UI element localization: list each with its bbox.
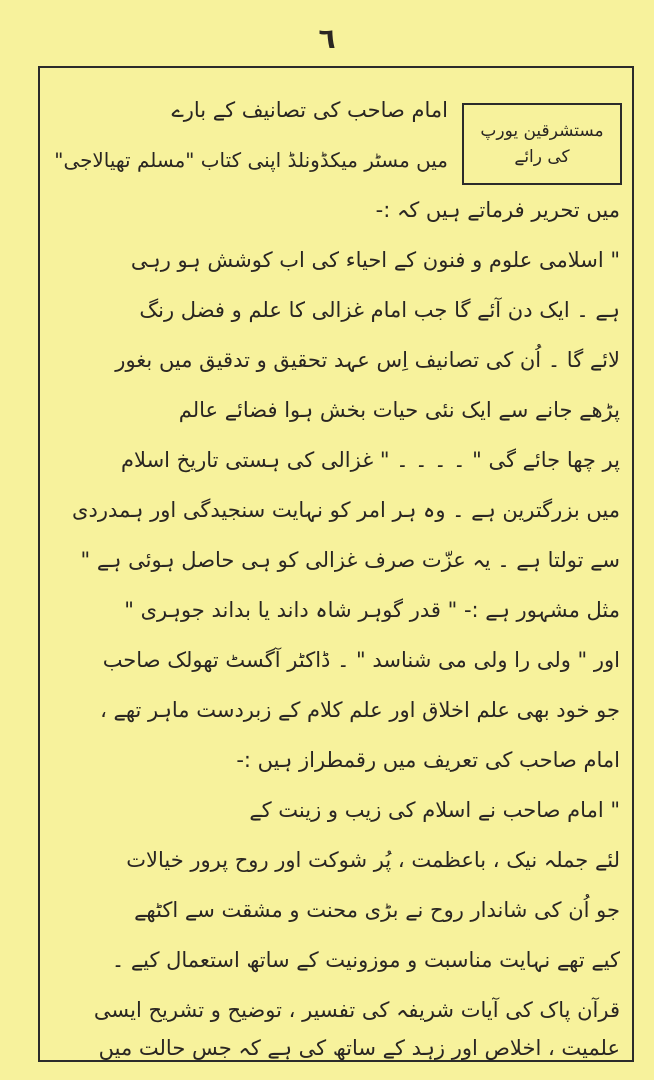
text-line-20: علمیت ، اخلاص اور زہد کے ساتھ کی ہے کہ جس حالت میں: [98, 1036, 620, 1060]
text-line-12: اور " ولی را ولی می شناسد " ۔ ڈاکٹر آگسٹ تھولک صاحب: [102, 648, 620, 672]
text-line-14: امام صاحب کی تعریف میں رقمطراز ہیں :-: [236, 748, 620, 772]
text-line-6: لائے گا ۔ اُن کی تصانیف اِس عہد تحقیق و تدقیق میں بغور: [115, 348, 620, 372]
text-line-10: سے تولتا ہے ۔ یہ عزّت صرف غزالی کو ہی حاصل ہوئی ہے ": [80, 548, 620, 572]
text-line-19: قرآن پاک کی آیات شریفہ کی تفسیر ، توضیح و تشریح ایسی: [93, 998, 620, 1022]
text-line-3: میں تحریر فرماتے ہیں کہ :-: [375, 198, 620, 222]
text-line-9: میں بزرگترین ہے ۔ وہ ہر امر کو نہایت سنجیدگی اور ہمدردی: [72, 498, 620, 522]
text-line-13: جو خود بھی علم اخلاق اور علم کلام کے زبردست ماہر تھے ،: [100, 698, 620, 722]
text-line-4: " اسلامی علوم و فنون کے احیاء کی اب کوشش ہو رہی: [130, 248, 620, 272]
text-line-15: " امام صاحب نے اسلام کی زیب و زینت کے: [249, 798, 620, 822]
margin-heading-box: [462, 103, 622, 185]
text-line-1: امام صاحب کی تصانیف کے بارے: [171, 98, 448, 122]
page-number: ٦: [318, 22, 336, 55]
margin-heading-line-2: کی رائے: [514, 147, 570, 167]
text-line-5: ہے ۔ ایک دن آئے گا جب امام غزالی کا علم و فضل رنگ: [139, 298, 620, 322]
text-line-2: میں مسٹر میکڈونلڈ اپنی کتاب "مسلم تھیالاجی": [54, 148, 448, 172]
text-line-7: پڑھے جانے سے ایک نئی حیات بخش ہوا فضائے عالم: [178, 398, 620, 422]
margin-heading-line-1: مستشرقین یورپ: [480, 121, 604, 141]
text-line-18: کیے تھے نہایت مناسبت و موزونیت کے ساتھ استعمال کیے ۔: [111, 948, 620, 972]
text-line-11: مثل مشہور ہے :- " قدر گوہر شاہ داند یا بداند جوہری ": [124, 598, 620, 622]
text-line-17: جو اُن کی شاندار روح نے بڑی محنت و مشقت سے اکٹھے: [134, 898, 620, 922]
text-line-16: لئے جملہ نیک ، باعظمت ، پُر شوکت اور روح پرور خیالات: [126, 848, 620, 872]
text-line-8: پر چھا جائے گی " ۔ ۔ ۔ ۔ " غزالی کی ہستی تاریخ اسلام: [121, 448, 620, 472]
